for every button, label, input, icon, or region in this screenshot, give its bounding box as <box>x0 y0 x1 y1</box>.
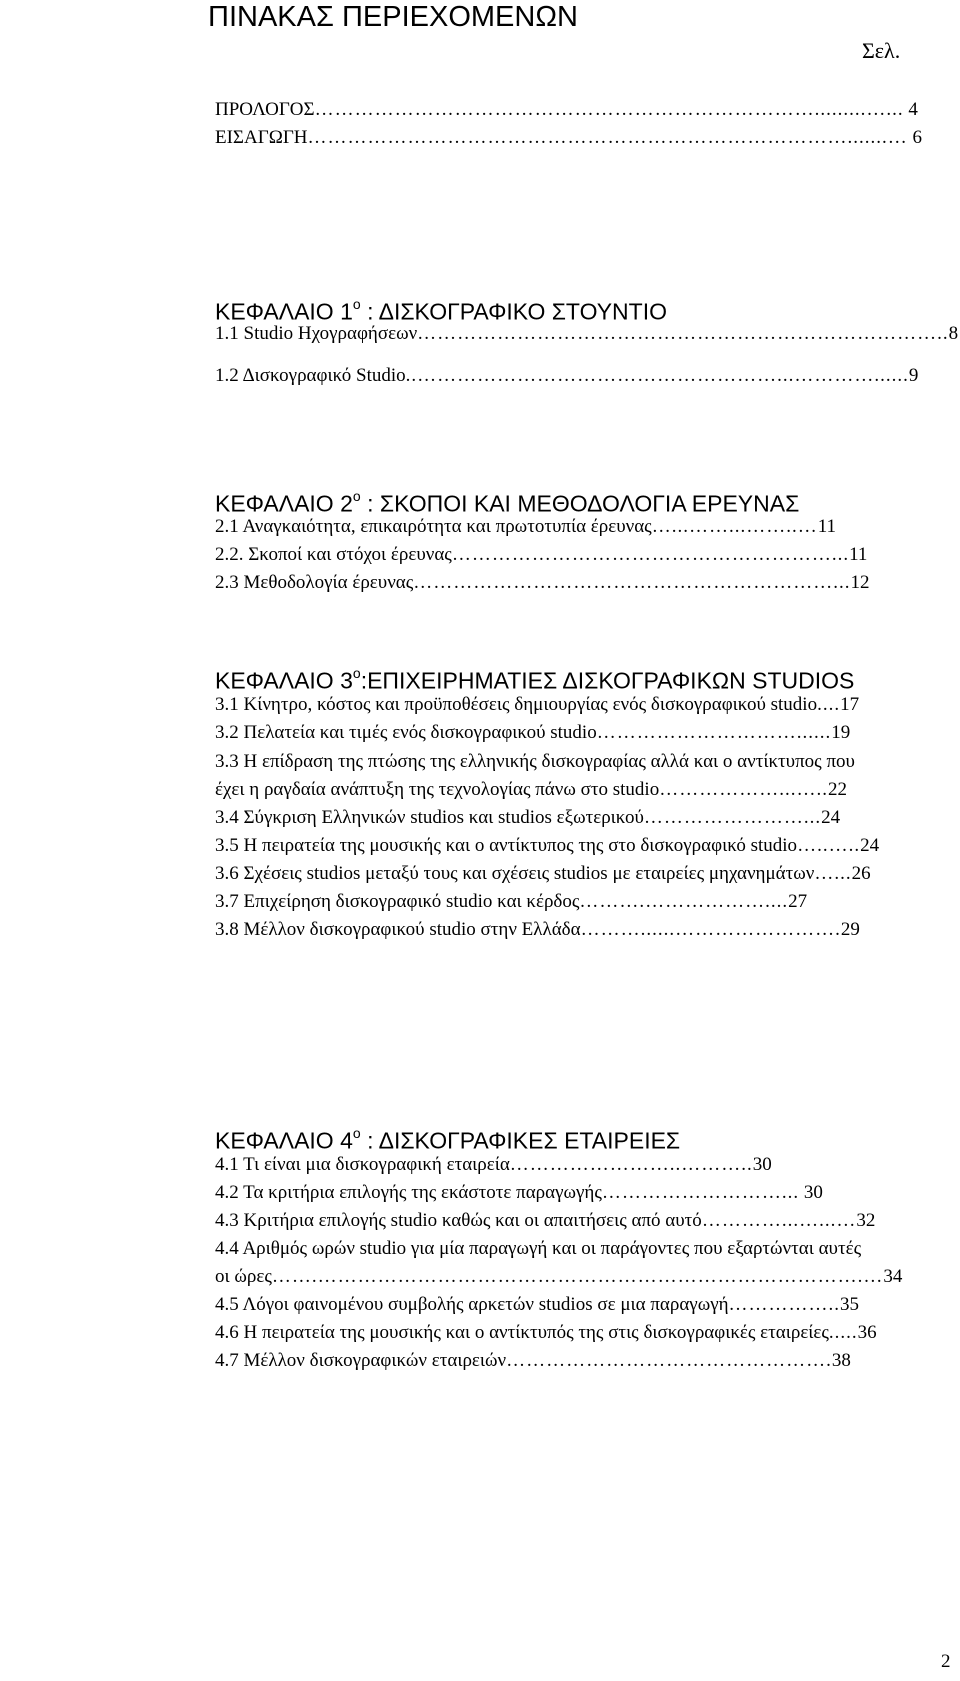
toc-entry-3-4 <box>215 806 840 830</box>
toc-page-number: 30 <box>799 1182 823 1203</box>
page-column-label: Σελ. <box>862 38 901 63</box>
chapter-title: :ΕΠΙΧΕΙΡΗΜΑΤΙΕΣ ΔΙΣΚΟΓΡΑΦΙΚΩΝ STUDIOS <box>360 667 855 694</box>
toc-leader-dots: …………………………...... <box>596 722 832 743</box>
toc-page-number: 36 <box>857 1322 877 1343</box>
toc-leader-dots: …..….. <box>797 835 861 856</box>
toc-page-number: 38 <box>831 1350 851 1371</box>
toc-page-number: 17 <box>840 694 860 715</box>
chapter-prefix: ΚΕΦΑΛΑΙΟ 1 <box>215 298 353 325</box>
toc-entry-1-2 <box>215 364 918 388</box>
toc-leader-dots: ………………...….. <box>659 779 828 800</box>
toc-entry-title: έχει η ραγδαία ανάπτυξη της τεχνολογίας πάνω στο studio <box>215 779 660 800</box>
toc-leader-dots: ………………………………………………………... <box>413 572 851 593</box>
toc-leader-dots: ……………………………………………………………………….......… <box>307 127 908 148</box>
toc-page-number: 9 <box>908 365 919 386</box>
toc-page-number: 8 <box>948 323 959 344</box>
toc-entry-3-8 <box>215 918 860 942</box>
toc-leader-dots: ………………………………………………………………….........…... <box>314 99 904 120</box>
toc-entry-4-5 <box>215 1293 859 1317</box>
toc-entry-title: 3.8 Μέλλον δισκογραφικού studio στην Ελλάδα <box>215 919 581 940</box>
toc-entry-title: 1.2 Δισκογραφικό Studio <box>215 365 406 386</box>
toc-leader-dots: …….……………………………………………………………………….… <box>271 1266 884 1287</box>
toc-entry-title: 2.1 Αναγκαιότητα, επικαιρότητα και πρωτοτυπία έρευνας <box>215 516 652 537</box>
toc-page-number: 24 <box>860 835 880 856</box>
toc-entry-3-3 <box>215 750 855 774</box>
toc-leader-dots: ………………………... <box>601 1182 800 1203</box>
toc-page-number: 11 <box>817 516 836 537</box>
toc-entry-4-2 <box>215 1181 823 1205</box>
toc-entry-4-7 <box>215 1349 851 1373</box>
toc-entry-2-2 <box>215 543 867 567</box>
toc-entry-3-7 <box>215 890 807 914</box>
chapter-prefix: ΚΕΦΑΛΑΙΟ 3 <box>215 667 353 694</box>
toc-leader-dots: ……………………..……….. <box>509 1154 753 1175</box>
toc-entry-title: 4.1 Τι είναι μια δισκογραφική εταιρεία <box>215 1154 510 1175</box>
toc-page-number: 11 <box>849 544 868 565</box>
toc-page-number: 34 <box>883 1266 903 1287</box>
toc-entry-4-4-cont <box>215 1265 902 1289</box>
chapter-prefix: ΚΕΦΑΛΑΙΟ 2 <box>215 490 353 517</box>
chapter-2-heading <box>215 484 799 518</box>
toc-entry-4-3 <box>215 1209 875 1233</box>
toc-entry-4-4 <box>215 1237 861 1261</box>
chapter-3-heading <box>215 661 854 695</box>
toc-page-number: 24 <box>821 807 841 828</box>
toc-entry-title: 4.6 Η πειρατεία της μουσικής και ο αντίκτυπός της στις δισκογραφικές εταιρείες <box>215 1322 829 1343</box>
toc-entry-3-5 <box>215 834 879 858</box>
toc-entry-title: 3.5 Η πειρατεία της μουσικής και ο αντίκτυπος της στο δισκογραφικό studio <box>215 835 798 856</box>
toc-entry-title: ΕΙΣΑΓΩΓΗ <box>215 127 308 148</box>
chapter-ordinal: ο <box>352 296 361 312</box>
toc-leader-dots: …………...…...… <box>701 1210 857 1231</box>
chapter-1-heading <box>215 292 667 326</box>
toc-leader-dots: …... <box>814 863 852 884</box>
chapter-ordinal: ο <box>352 1125 361 1141</box>
toc-page-number: 19 <box>831 722 851 743</box>
toc-entry-title: 4.2 Τα κριτήρια επιλογής της εκάστοτε παραγωγής <box>215 1182 602 1203</box>
toc-entry-title: 3.6 Σχέσεις studios μεταξύ τους και σχέσεις studios με εταιρείες μηχανημάτων <box>215 863 815 884</box>
toc-leader-dots: ..... <box>828 1322 858 1343</box>
chapter-ordinal: ο <box>352 488 361 504</box>
toc-entry-3-6 <box>215 862 871 886</box>
toc-entry-4-1 <box>215 1153 772 1177</box>
toc-page-number: 29 <box>840 919 860 940</box>
toc-entry-2-3 <box>215 571 870 595</box>
toc-entry-title: 4.4 Αριθμός ωρών studio για μία παραγωγή και οι παράγοντες που εξαρτώνται αυτές <box>215 1238 862 1259</box>
toc-page-number: 4 <box>908 99 918 120</box>
toc-entry-title: 4.7 Μέλλον δισκογραφικών εταιρειών <box>215 1350 507 1371</box>
toc-leader-dots: …………….. <box>728 1294 841 1315</box>
toc-entry-title: 3.7 Επιχείρηση δισκογραφικό studio και κέρδος <box>215 891 580 912</box>
toc-entry-title: 2.2. Σκοποί και στόχοι έρευνας <box>215 544 452 565</box>
toc-leader-dots: ………......……………………. <box>580 919 841 940</box>
toc-entry-3-3-cont <box>215 778 847 802</box>
toc-entry-title: 3.2 Πελατεία και τιμές ενός δισκογραφικού studio <box>215 722 597 743</box>
toc-leader-dots: …………………………………………. <box>506 1350 832 1371</box>
chapter-prefix: ΚΕΦΑΛΑΙΟ 4 <box>215 1127 353 1154</box>
chapter-4-heading <box>215 1121 680 1155</box>
toc-entry-title: 3.4 Σύγκριση Ελληνικών studios και studios εξωτερικού <box>215 807 644 828</box>
toc-leader-dots: …...……...……..… <box>651 516 818 537</box>
toc-page-number: 6 <box>912 127 923 148</box>
toc-leader-dots: .... <box>817 694 841 715</box>
toc-entry-title: ΠΡΟΛΟΓΟΣ <box>215 99 315 120</box>
toc-entry-introduction <box>215 126 922 150</box>
toc-leader-dots: …………………………………………………………………….. <box>417 323 949 344</box>
toc-entry-1-1 <box>215 322 958 346</box>
toc-entry-2-1 <box>215 515 836 539</box>
toc-entry-3-1 <box>215 693 859 717</box>
toc-entry-title: 4.3 Κριτήρια επιλογής studio καθώς και οι απαιτήσεις από αυτό <box>215 1210 702 1231</box>
chapter-title: : ΔΙΣΚΟΓΡΑΦΙΚΕΣ ΕΤΑΙΡΕΙΕΣ <box>360 1127 681 1154</box>
toc-leader-dots: ..………………………………………………...…………...... <box>405 365 909 386</box>
toc-entry-title: 2.3 Μεθοδολογία έρευνας <box>215 572 414 593</box>
page-number: 2 <box>941 1651 951 1672</box>
toc-entry-title: οι ώρες <box>215 1266 272 1287</box>
toc-page-number: 35 <box>840 1294 860 1315</box>
toc-entry-title: 3.3 Η επίδραση της πτώσης της ελληνικής δισκογραφίας αλλά και ο αντίκτυπος που <box>215 751 855 772</box>
toc-page-number: 32 <box>856 1210 876 1231</box>
toc-entry-4-6 <box>215 1321 877 1345</box>
document-title: ΠΙΝΑΚΑΣ ΠΕΡΙΕΧΟΜΕΝΩΝ <box>208 1 578 33</box>
toc-page-number: 26 <box>851 863 871 884</box>
toc-entry-title: 3.1 Κίνητρο, κόστος και προϋποθέσεις δημιουργίας ενός δισκογραφικού studio <box>215 694 818 715</box>
toc-leader-dots: ……….……………….... <box>579 891 789 912</box>
toc-entry-prologue <box>215 98 918 122</box>
toc-entry-3-2 <box>215 721 850 745</box>
toc-page-number: 12 <box>850 572 870 593</box>
toc-leader-dots: ……………………... <box>643 807 822 828</box>
toc-page-number: 27 <box>788 891 808 912</box>
chapter-title: : ΔΙΣΚΟΓΡΑΦΙΚΟ ΣΤΟΥΝΤΙΟ <box>360 298 667 325</box>
toc-page-number: 22 <box>827 779 847 800</box>
toc-page-number: 30 <box>752 1154 772 1175</box>
toc-leader-dots: …………………………………………………... <box>451 544 850 565</box>
chapter-ordinal: ο <box>352 665 361 681</box>
toc-entry-title: 4.5 Λόγοι φαινομένου συμβολής αρκετών studios σε μια παραγωγή <box>215 1294 729 1315</box>
chapter-title: : ΣΚΟΠΟΙ ΚΑΙ ΜΕΘΟΔΟΛΟΓΙΑ ΕΡΕΥΝΑΣ <box>360 490 800 517</box>
toc-entry-title: 1.1 Studio Ηχογραφήσεων <box>215 323 418 344</box>
